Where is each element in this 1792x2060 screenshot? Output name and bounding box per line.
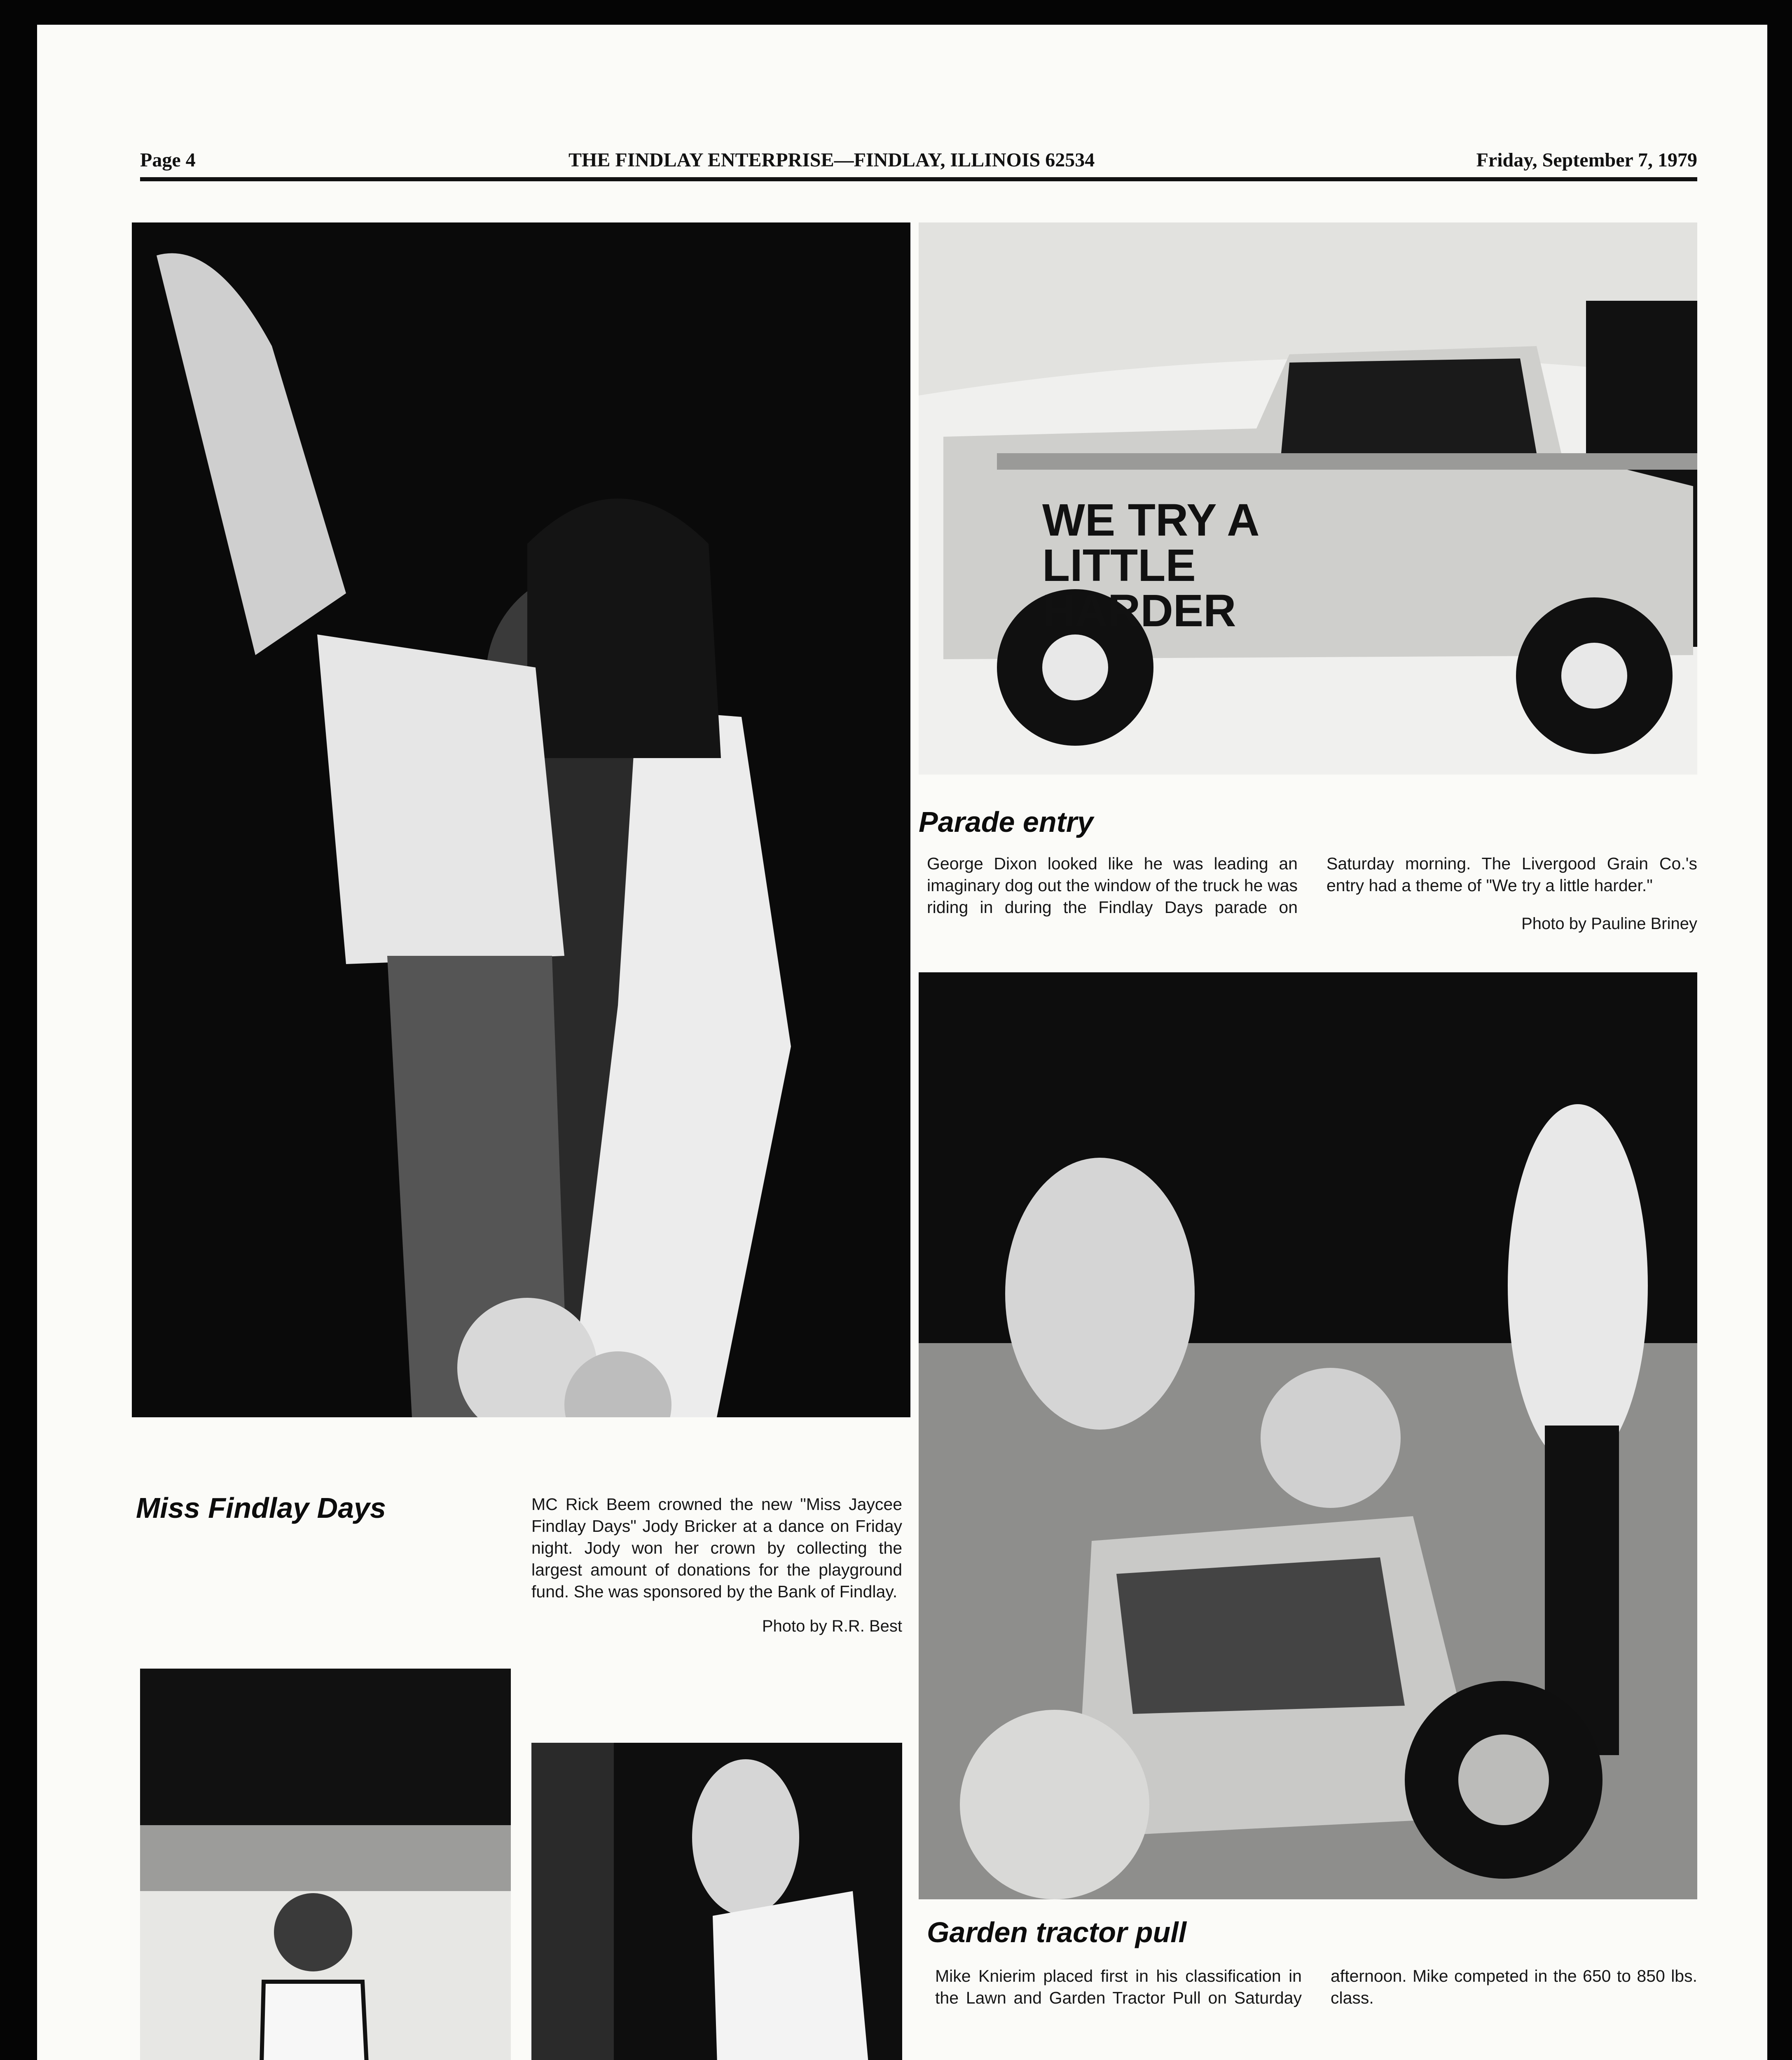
truck-sign-line-1: WE TRY A xyxy=(1042,495,1260,545)
miss-findlay-headline: Miss Findlay Days xyxy=(136,1492,386,1524)
publication-line: THE FINDLAY ENTERPRISE—FINDLAY, ILLINOIS 62534 xyxy=(568,149,1095,171)
masthead xyxy=(140,140,1697,181)
bike-illustration xyxy=(140,1669,511,2060)
bike-photo xyxy=(140,1669,511,2060)
parade-photo-credit: Photo by Pauline Briney xyxy=(1521,915,1697,933)
miss-findlay-photo xyxy=(132,222,910,1417)
shirts-photo xyxy=(531,1743,902,2060)
miss-findlay-photo-credit: Photo by R.R. Best xyxy=(762,1617,902,1635)
miss-findlay-illustration xyxy=(132,222,910,1417)
tractor-photo xyxy=(919,972,1697,1899)
page-number: Page 4 xyxy=(140,149,196,171)
tractor-illustration xyxy=(919,972,1697,1899)
shirts-illustration xyxy=(531,1743,902,2060)
parade-caption: George Dixon looked like he was leading an imaginary dog out the window of the truck he was riding in during the Findlay Days parade on Saturday morning. The Livergood Grain Co.'s entry had a theme of "We try a little harder." xyxy=(927,854,1697,917)
miss-findlay-caption: MC Rick Beem crowned the new "Miss Jaycee Findlay Days" Jody Bricker at a dance on Friday night. Jody won her crown by collecting the largest amount of donations for the playground fund. She was sponsored by the Bank of Findlay. xyxy=(531,1495,902,1601)
tractor-headline: Garden tractor pull xyxy=(927,1916,1187,1948)
parade-photo xyxy=(919,222,1697,775)
truck-sign-line-2: LITTLE xyxy=(1042,540,1196,591)
issue-date: Friday, September 7, 1979 xyxy=(1476,149,1697,171)
parade-illustration xyxy=(919,222,1697,775)
truck-sign-line-3: HARDER xyxy=(1042,585,1236,636)
parade-headline: Parade entry xyxy=(919,806,1094,838)
tractor-caption: Mike Knierim placed first in his classification in the Lawn and Garden Tractor Pull on Saturday afternoon. Mike competed in the 650 to 850 lbs. class. xyxy=(935,1966,1697,2007)
